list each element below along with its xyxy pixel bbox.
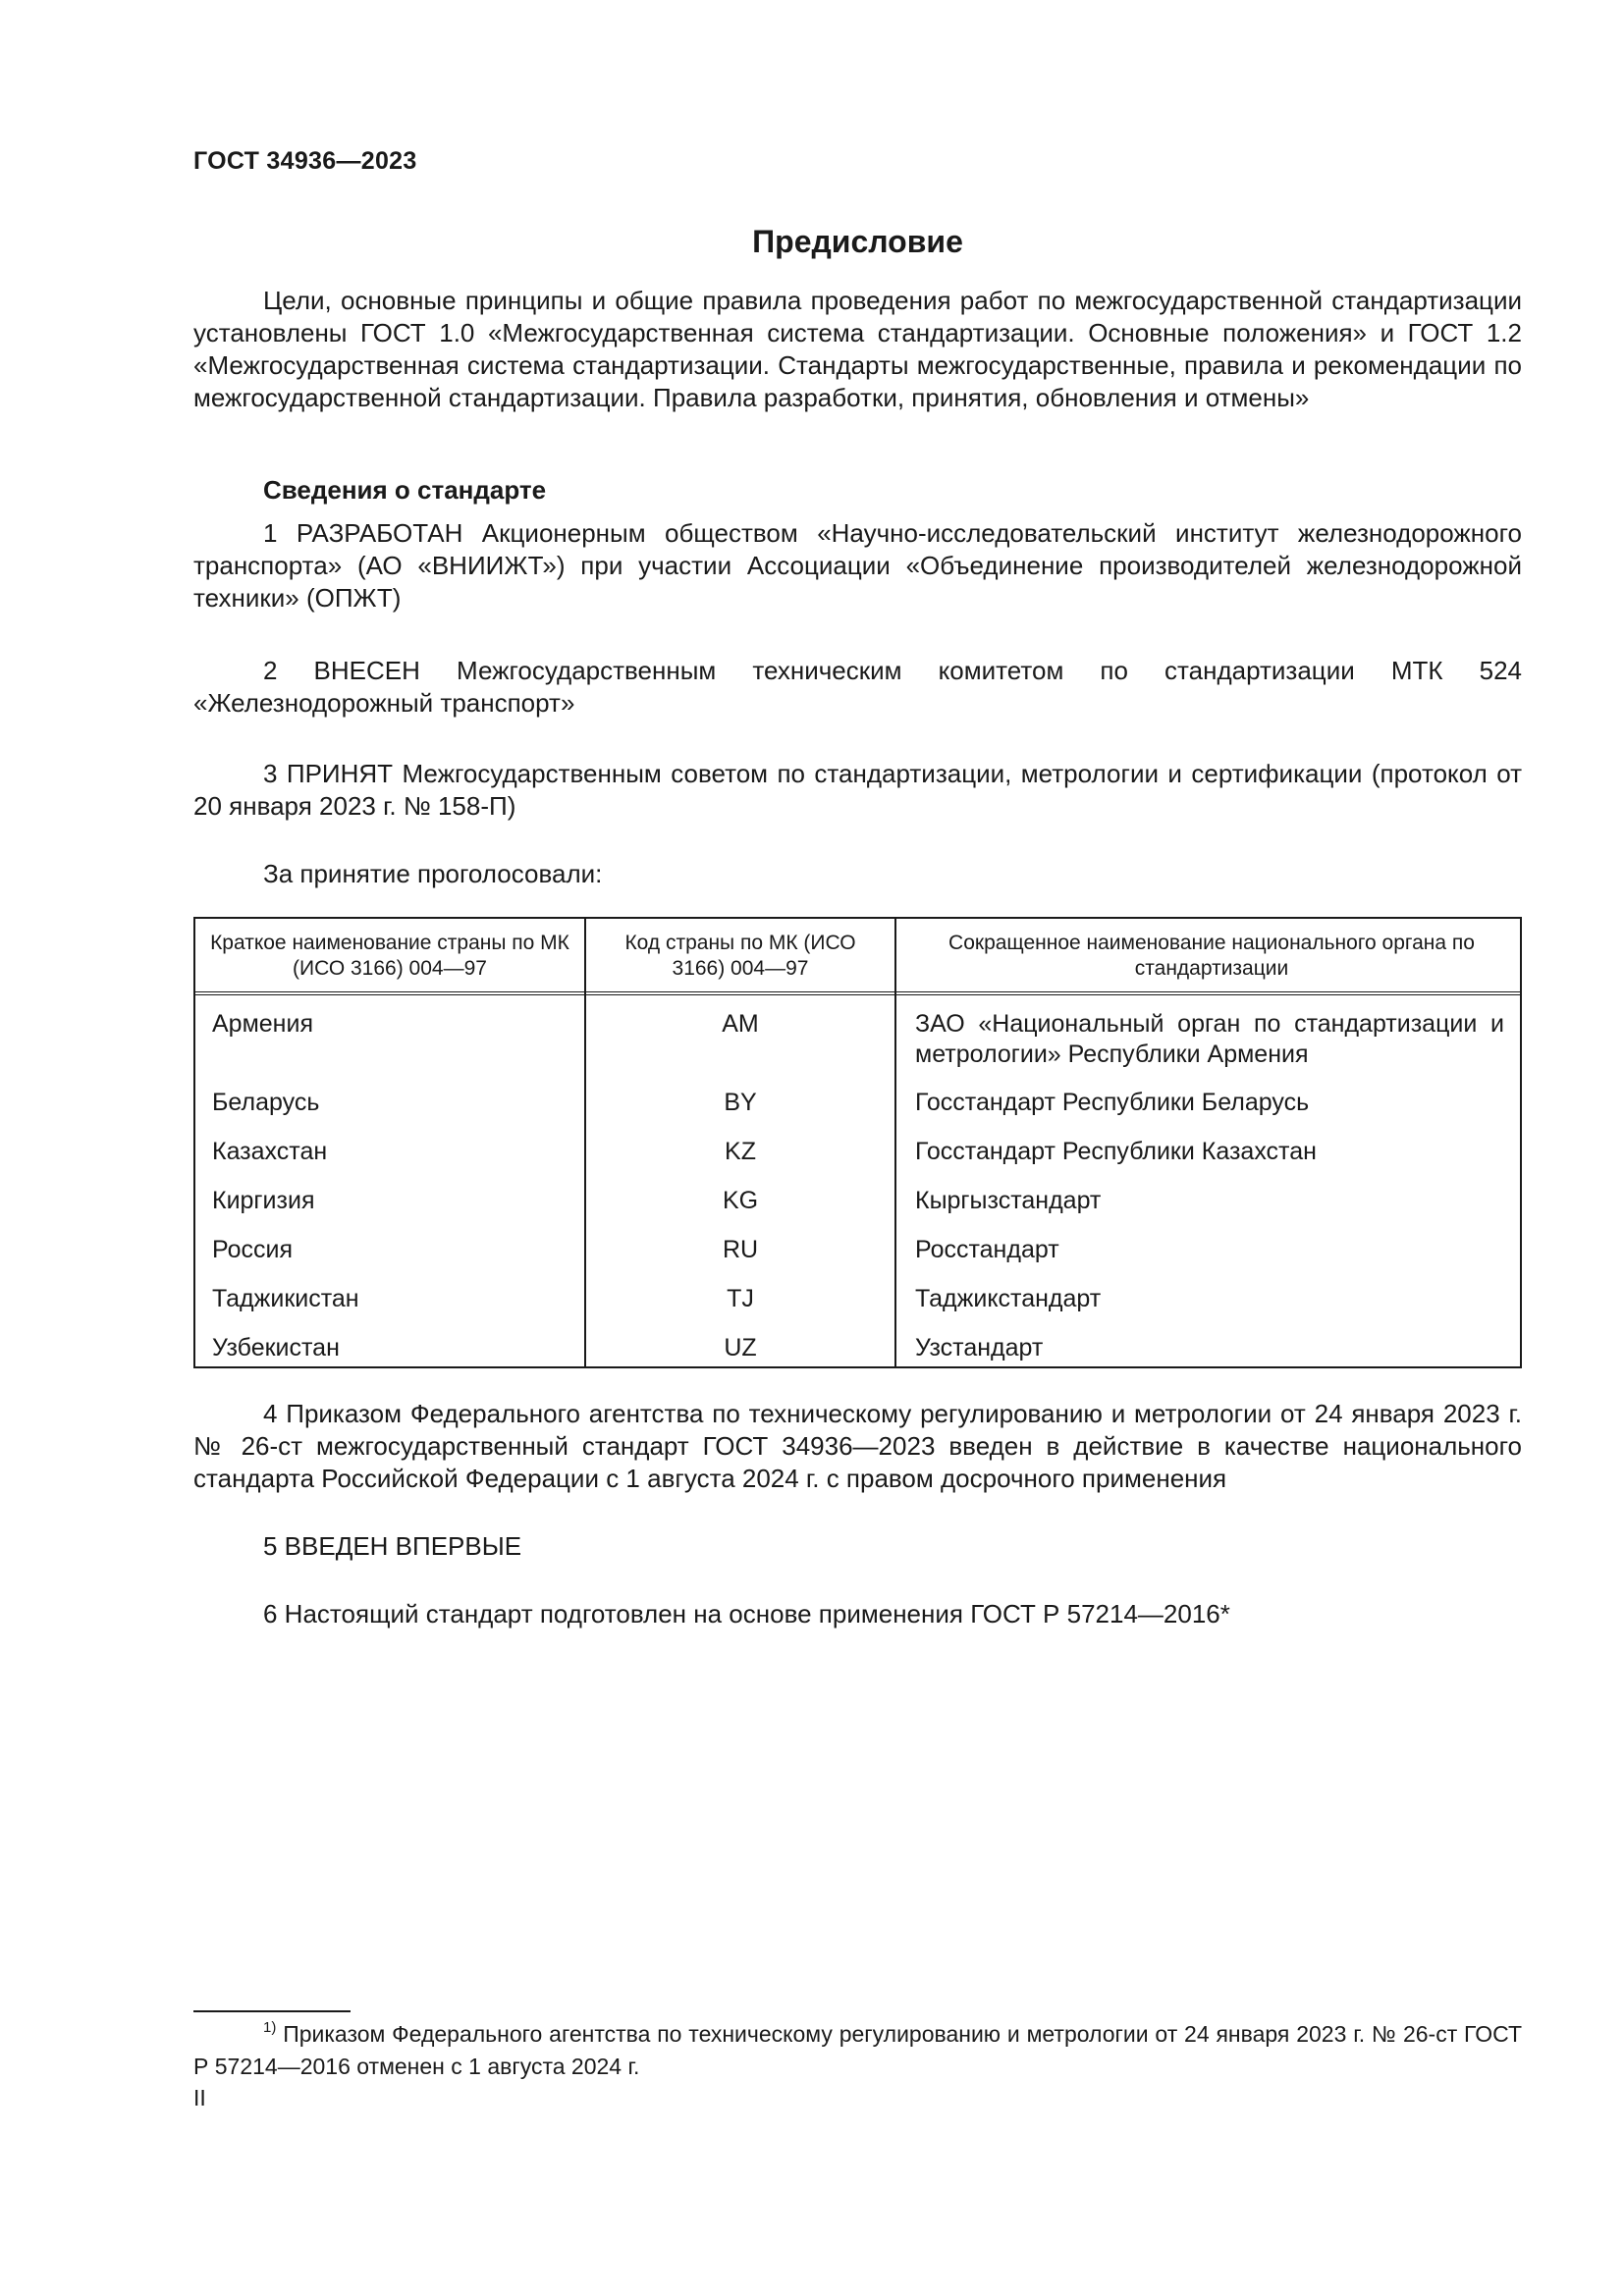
code-cell: KG	[722, 1187, 759, 1214]
code-cell: RU	[722, 1236, 759, 1263]
item-order: 4 Приказом Федерального агентства по техническому регулированию и метрологии от 24 января 2023 г. № 26-ст межгосударственный стандарт ГОСТ 34936—2023 введен в действие в качестве национального стандарта Российской Федерации с 1 августа 2024 г. с правом досрочного применения	[193, 1399, 1522, 1493]
item-adopted: 3 ПРИНЯТ Межгосударственным советом по стандартизации, метрологии и сертификации (протокол от 20 января 2023 г. № 158-П)	[193, 759, 1522, 821]
footnote	[193, 2018, 1522, 2083]
country-cell: Россия	[212, 1236, 293, 1263]
country-cell: Казахстан	[212, 1138, 328, 1165]
country-cell: Беларусь	[212, 1089, 320, 1116]
code-cell: KZ	[725, 1138, 756, 1165]
body-cell: Кыргызстандарт	[915, 1187, 1102, 1214]
voted-label: За принятие проголосовали:	[263, 859, 603, 888]
footnote-separator	[193, 2010, 351, 2012]
body-cell: Узстандарт	[915, 1334, 1044, 1362]
page-title: Предисловие	[752, 224, 963, 259]
standard-info-heading: Сведения о стандарте	[263, 475, 547, 505]
table-header	[195, 919, 1520, 995]
country-cell: Армения	[212, 1010, 313, 1038]
body-cell: Госстандарт Республики Беларусь	[915, 1089, 1310, 1116]
code-cell: BY	[724, 1089, 757, 1116]
body-cell: ЗАО «Национальный орган по стандартизации и метрологии» Республики Армения	[915, 1010, 1504, 1068]
footnote-marker: 1)	[263, 2019, 277, 2036]
body-cell: Госстандарт Республики Казахстан	[915, 1138, 1317, 1165]
item-submitted: 2 ВНЕСЕН Межгосударственным техническим комитетом по стандартизации МТК 524 «Железнодорожный транспорт»	[193, 656, 1522, 718]
code-cell: AM	[722, 1010, 759, 1038]
voting-table	[193, 917, 1522, 1368]
document-code: ГОСТ 34936—2023	[193, 147, 417, 175]
country-cell: Киргизия	[212, 1187, 315, 1214]
country-cell: Таджикистан	[212, 1285, 359, 1312]
footnote-text: Приказом Федерального агентства по техническому регулированию и метрологии от 24 января 2023 г. № 26-ст ГОСТ Р 57214—2016 отменен с 1 августа 2024 г.	[193, 2021, 1523, 2079]
intro-paragraph: Цели, основные принципы и общие правила проведения работ по межгосударственной стандартизации установлены ГОСТ 1.0 «Межгосударственная система стандартизации. Основные положения» и ГОСТ 1.2 «Межгосударственная система стандартизации. Стандарты межгосударственные, правила и рекомендации по межгосударственной стандартизации. Правила разработки, принятия, обновления и отмены»	[193, 286, 1522, 412]
column-header-code: Код страны по МК (ИСО 3166) 004—97	[624, 932, 856, 980]
column-header-country: Краткое наименование страны по МК (ИСО 3166) 004—97	[210, 932, 569, 980]
body-cell: Росстандарт	[915, 1236, 1059, 1263]
item-developed: 1 РАЗРАБОТАН Акционерным обществом «Научно-исследовательский институт железнодорожного транспорта» (АО «ВНИИЖТ») при участии Ассоциации «Объединение производителей железнодорожной техники» (ОПЖТ)	[193, 518, 1522, 613]
item-based-on: 6 Настоящий стандарт подготовлен на основе применения ГОСТ Р 57214—2016*	[263, 1599, 1230, 1629]
body-cell: Таджикстандарт	[915, 1285, 1102, 1312]
code-cell: TJ	[727, 1285, 754, 1312]
item-introduced: 5 ВВЕДЕН ВПЕРВЫЕ	[263, 1531, 522, 1561]
country-cell: Узбекистан	[212, 1334, 340, 1362]
page-number: II	[193, 2085, 206, 2110]
code-cell: UZ	[724, 1334, 757, 1362]
column-header-body: Сокращенное наименование национального органа по стандартизации	[948, 932, 1475, 980]
